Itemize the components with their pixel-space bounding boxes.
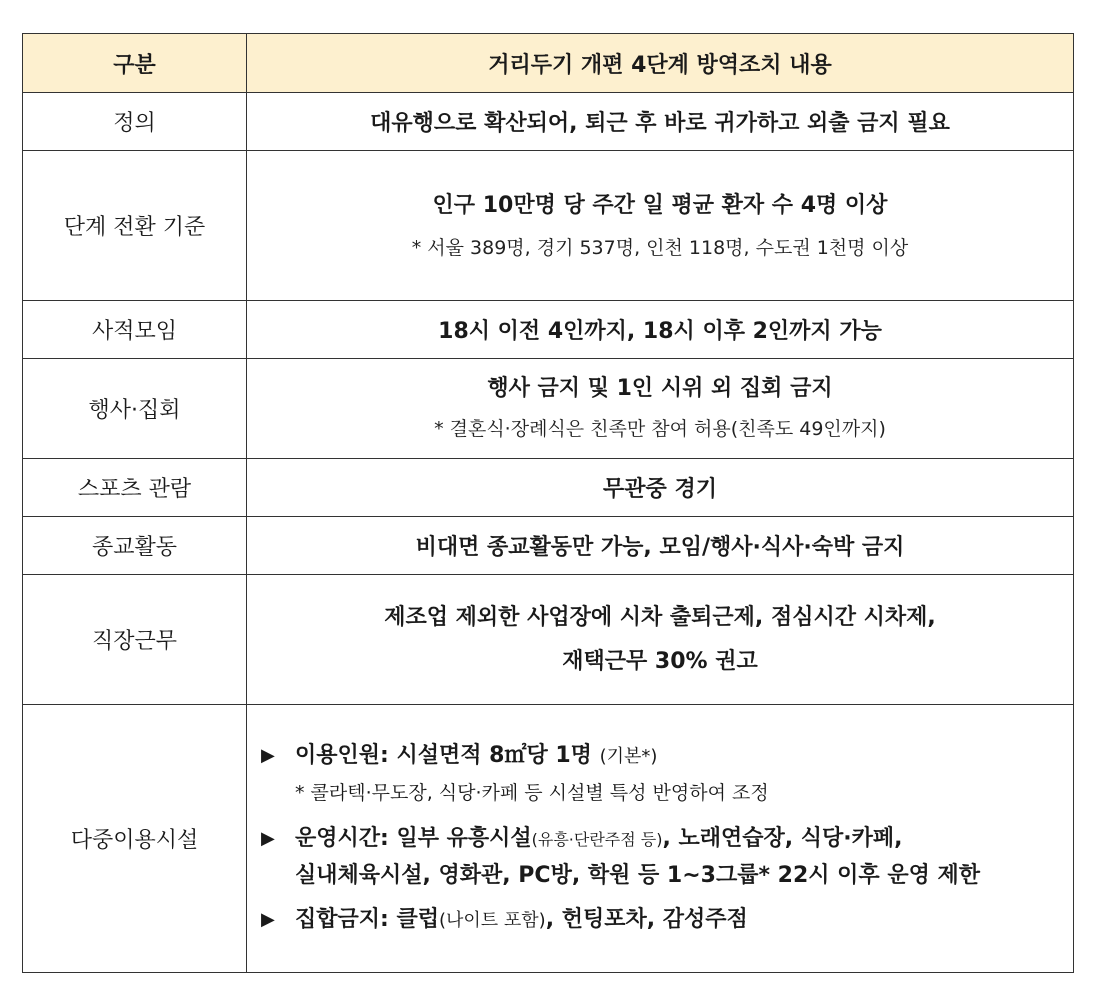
hours-part3: , 노래연습장, 식당·카페, xyxy=(662,826,903,851)
capacity-main: 이용인원: 시설면적 8㎡당 1명 xyxy=(295,743,592,768)
row-facilities xyxy=(23,705,1074,973)
content-criteria xyxy=(247,151,1074,301)
facilities-item-capacity xyxy=(261,738,1065,775)
label-definition: 정의 xyxy=(23,93,247,151)
label-facilities: 다중이용시설 xyxy=(23,705,247,973)
label-religion: 종교활동 xyxy=(23,517,247,575)
capacity-suffix: (기본*) xyxy=(599,746,658,767)
content-workplace xyxy=(247,575,1074,705)
row-criteria xyxy=(23,151,1074,301)
label-criteria: 단계 전환 기준 xyxy=(23,151,247,301)
content-facilities xyxy=(247,705,1074,973)
content-religion: 비대면 종교활동만 가능, 모임/행사·식사·숙박 금지 xyxy=(247,517,1074,575)
hours-part1: 운영시간: 일부 유흥시설 xyxy=(295,826,532,851)
content-private-gathering: 18시 이전 4인까지, 18시 이후 2인까지 가능 xyxy=(247,301,1074,359)
hours-line2: 실내체육시설, 영화관, PC방, 학원 등 1~3그룹* 22시 이후 운영 제한 xyxy=(295,863,980,888)
capacity-note: * 콜라텍·무도장, 식당·카페 등 시설별 특성 반영하여 조정 xyxy=(295,782,769,804)
triangle-right-icon: ▶ xyxy=(261,828,275,849)
label-workplace: 직장근무 xyxy=(23,575,247,705)
content-sports: 무관중 경기 xyxy=(247,459,1074,517)
row-events xyxy=(23,359,1074,459)
events-note: * 결혼식·장례식은 친족만 참여 허용(친족도 49인까지) xyxy=(434,417,886,440)
triangle-right-icon: ▶ xyxy=(261,909,275,930)
row-workplace xyxy=(23,575,1074,705)
row-religion xyxy=(23,517,1074,575)
label-events: 행사·집회 xyxy=(23,359,247,459)
workplace-line2: 재택근무 30% 권고 xyxy=(562,648,758,674)
facilities-item-ban xyxy=(261,902,1065,939)
row-sports xyxy=(23,459,1074,517)
measures-table xyxy=(22,33,1074,973)
events-main: 행사 금지 및 1인 시위 외 집회 금지 xyxy=(487,375,833,401)
facilities-item-hours xyxy=(261,821,1065,894)
row-definition xyxy=(23,93,1074,151)
content-events xyxy=(247,359,1074,459)
ban-part3: , 헌팅포차, 감성주점 xyxy=(545,907,748,932)
ban-part2: (나이트 포함) xyxy=(438,910,546,931)
header-row xyxy=(23,34,1074,93)
content-definition: 대유행으로 확산되어, 퇴근 후 바로 귀가하고 외출 금지 필요 xyxy=(247,93,1074,151)
ban-part1: 집합금지: 클럽 xyxy=(295,907,439,932)
header-category: 구분 xyxy=(23,34,247,93)
workplace-line1: 제조업 제외한 사업장에 시차 출퇴근제, 점심시간 시차제, xyxy=(384,604,936,630)
triangle-right-icon: ▶ xyxy=(261,745,275,766)
criteria-note: * 서울 389명, 경기 537명, 인천 118명, 수도권 1천명 이상 xyxy=(411,236,909,259)
criteria-main: 인구 10만명 당 주간 일 평균 환자 수 4명 이상 xyxy=(432,192,888,218)
label-private-gathering: 사적모임 xyxy=(23,301,247,359)
label-sports: 스포츠 관람 xyxy=(23,459,247,517)
header-content: 거리두기 개편 4단계 방역조치 내용 xyxy=(247,34,1074,93)
row-private-gathering xyxy=(23,301,1074,359)
hours-part2: (유흥·단란주점 등) xyxy=(531,830,663,849)
